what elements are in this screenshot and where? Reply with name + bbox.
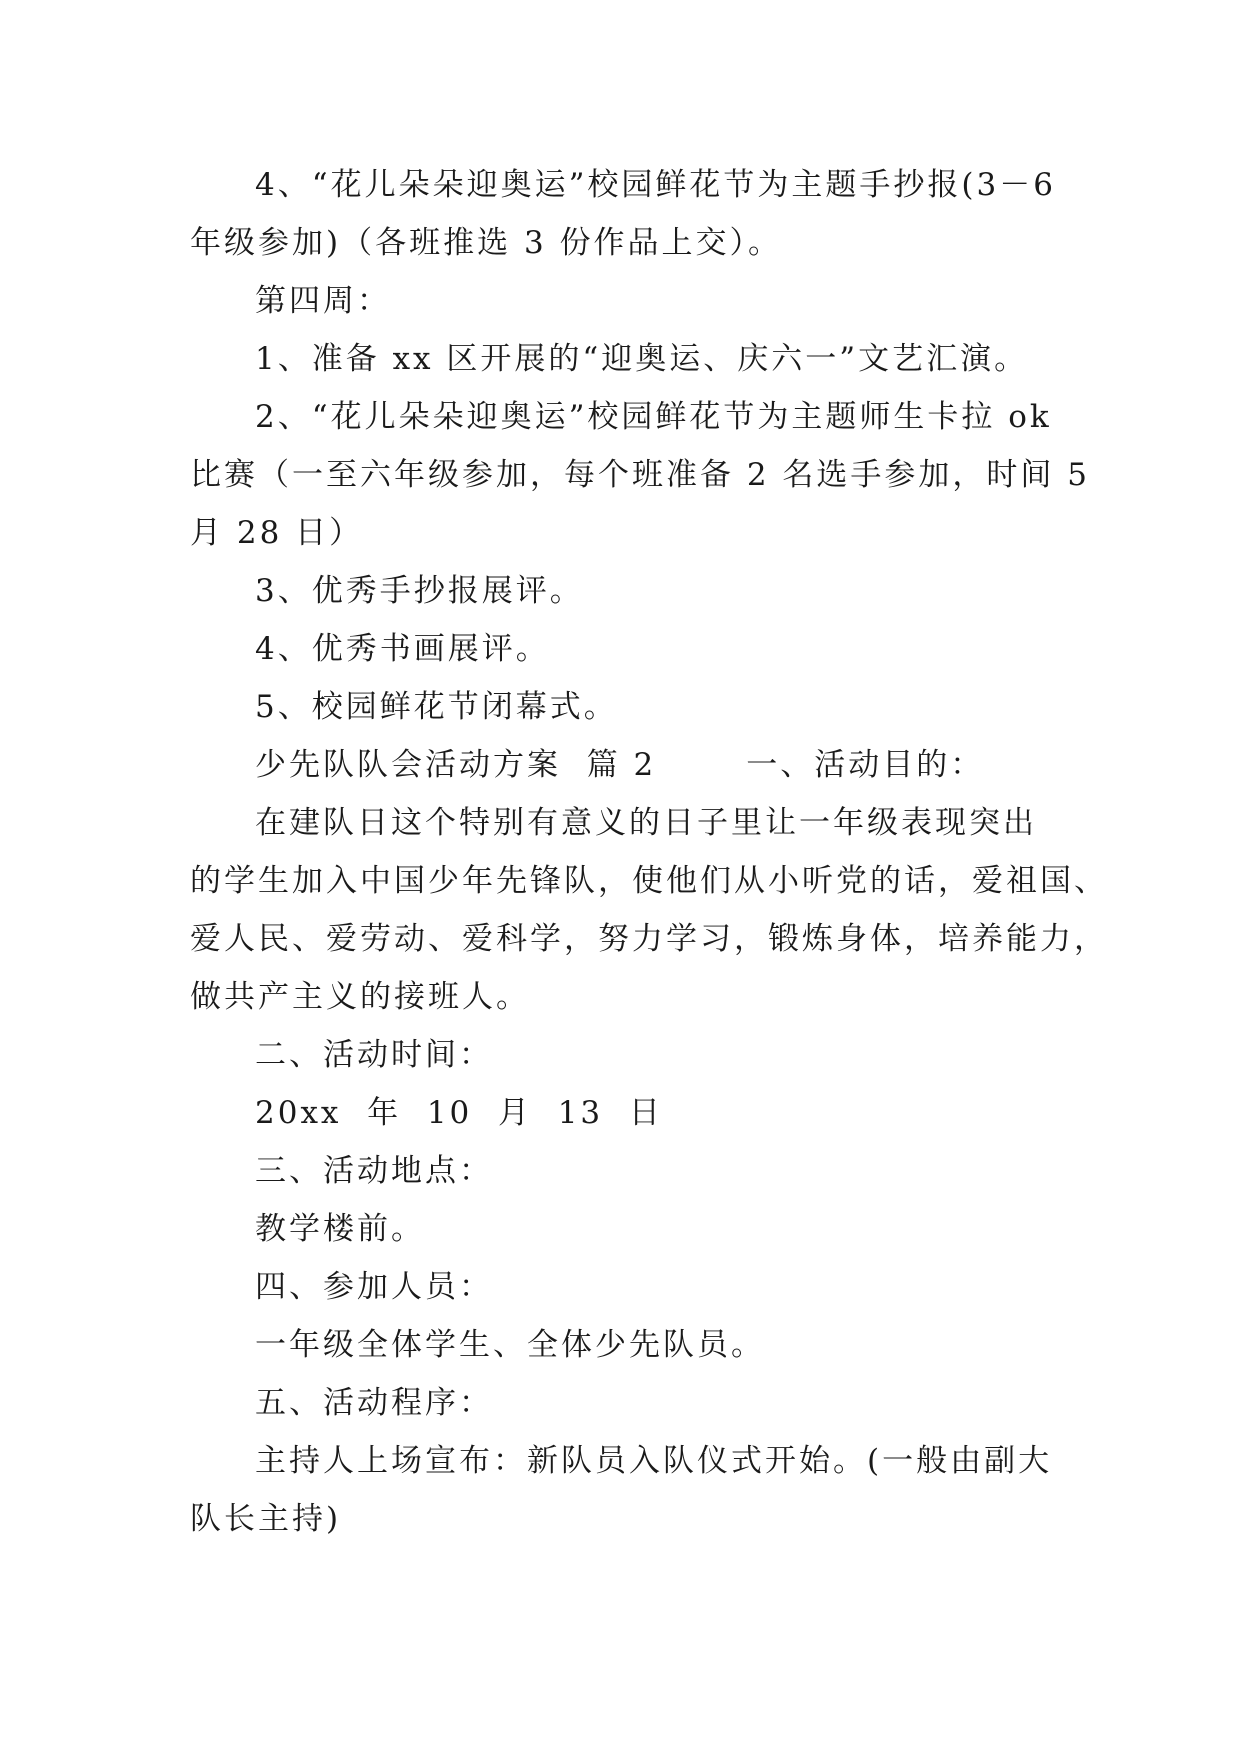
text-line: 一年级全体学生、全体少先队员。	[255, 1327, 765, 1363]
text-line: 1、准备 xx 区开展的“迎奥运、庆六一”文艺汇演。	[255, 341, 1029, 377]
text-line: 三、活动地点：	[255, 1153, 493, 1189]
text-line: 4、“花儿朵朵迎奥运”校园鲜花节为主题手抄报(3－6	[255, 167, 1056, 203]
text-line: 月 28 日）	[190, 515, 364, 551]
section-heading: 少先队队会活动方案 篇 2 一、活动目的：	[255, 747, 985, 783]
text-line: 爱人民、爱劳动、爱科学，努力学习，锻炼身体，培养能力，	[190, 921, 1108, 957]
text-line: 3、优秀手抄报展评。	[255, 573, 584, 609]
text-line: 4、优秀书画展评。	[255, 631, 550, 667]
text-line: 四、参加人员：	[255, 1269, 493, 1305]
text-line: 5、校园鲜花节闭幕式。	[255, 689, 618, 725]
text-line: 比赛（一至六年级参加，每个班准备 2 名选手参加，时间 5	[190, 457, 1091, 493]
text-line: 教学楼前。	[255, 1211, 425, 1247]
text-line: 主持人上场宣布：新队员入队仪式开始。(一般由副大	[255, 1443, 1053, 1479]
text-line: 的学生加入中国少年先锋队，使他们从小听党的话，爱祖国、	[190, 863, 1108, 899]
text-line: 二、活动时间：	[255, 1037, 493, 1073]
text-line: 20xx 年 10 月 13 日	[255, 1095, 663, 1131]
text-line: 2、“花儿朵朵迎奥运”校园鲜花节为主题师生卡拉 ok	[255, 399, 1052, 435]
text-line: 第四周：	[255, 283, 391, 319]
text-line: 年级参加)（各班推选 3 份作品上交）。	[190, 225, 783, 261]
text-line: 队长主持)	[190, 1501, 342, 1537]
text-line: 做共产主义的接班人。	[190, 979, 530, 1015]
text-line: 在建队日这个特别有意义的日子里让一年级表现突出	[255, 805, 1037, 841]
text-line: 五、活动程序：	[255, 1385, 493, 1421]
